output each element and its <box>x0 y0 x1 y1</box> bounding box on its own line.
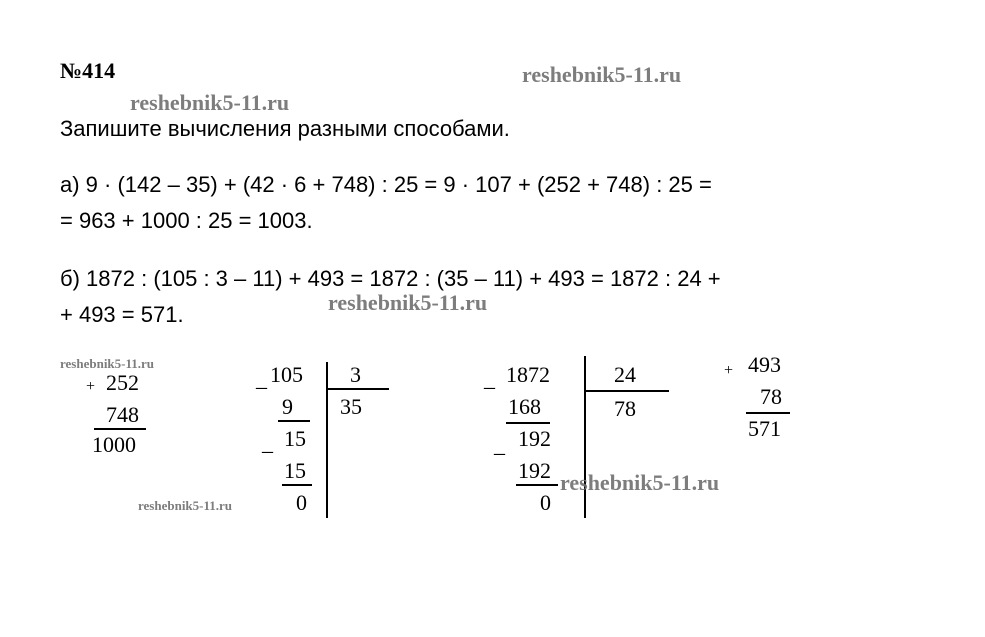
watermark: reshebnik5-11.ru <box>560 470 720 495</box>
part-a-line-2: = 963 + 1000 : 25 = 1003. <box>60 208 313 233</box>
final-remainder: 0 <box>540 490 551 515</box>
watermark: reshebnik5-11.ru <box>130 90 290 115</box>
watermark: reshebnik5-11.ru <box>328 290 488 315</box>
minus-sign: _ <box>494 432 505 457</box>
plus-sign: + <box>724 362 734 379</box>
minus-sign: _ <box>256 366 267 391</box>
subtraction-line <box>516 484 558 486</box>
minus-sign: _ <box>484 366 495 391</box>
division-bar <box>326 362 328 518</box>
addend: 748 <box>106 402 139 427</box>
addend: 78 <box>760 384 782 409</box>
subtraction-line <box>282 484 312 486</box>
addend: 252 <box>106 370 139 395</box>
divisor: 3 <box>350 362 361 387</box>
quotient: 78 <box>614 396 636 421</box>
sum: 1000 <box>92 432 136 457</box>
part-a-line-1: а) 9 · (142 – 35) + (42 · 6 + 748) : 25 = 9 · 107 + (252 + 748) : 25 = <box>60 172 712 197</box>
task-text: Запишите вычисления разными способами. <box>60 116 510 141</box>
task-number: №414 <box>60 58 116 83</box>
subtrahend: 9 <box>282 394 293 419</box>
subtrahend: 15 <box>284 458 306 483</box>
part-b-line-2: + 493 = 571. <box>60 302 184 327</box>
minus-sign: _ <box>262 430 273 455</box>
final-remainder: 0 <box>296 490 307 515</box>
addend: 493 <box>748 352 781 377</box>
watermark: reshebnik5-11.ru <box>60 356 155 371</box>
quotient-line <box>585 390 669 392</box>
remainder: 15 <box>284 426 306 451</box>
watermark: reshebnik5-11.ru <box>138 498 233 513</box>
plus-sign: + <box>86 378 96 395</box>
remainder: 192 <box>518 426 551 451</box>
watermark: reshebnik5-11.ru <box>522 62 682 87</box>
sum: 571 <box>748 416 781 441</box>
quotient: 35 <box>340 394 362 419</box>
dividend: 1872 <box>506 362 550 387</box>
part-b-line-1: б) 1872 : (105 : 3 – 11) + 493 = 1872 : (35 – 11) + 493 = 1872 : 24 + <box>60 266 721 291</box>
quotient-line <box>327 388 389 390</box>
dividend: 105 <box>270 362 303 387</box>
sum-line <box>94 428 146 430</box>
subtraction-line <box>506 422 550 424</box>
subtraction-line <box>278 420 310 422</box>
subtrahend: 168 <box>508 394 541 419</box>
subtrahend: 192 <box>518 458 551 483</box>
divisor: 24 <box>614 362 636 387</box>
sum-line <box>746 412 790 414</box>
